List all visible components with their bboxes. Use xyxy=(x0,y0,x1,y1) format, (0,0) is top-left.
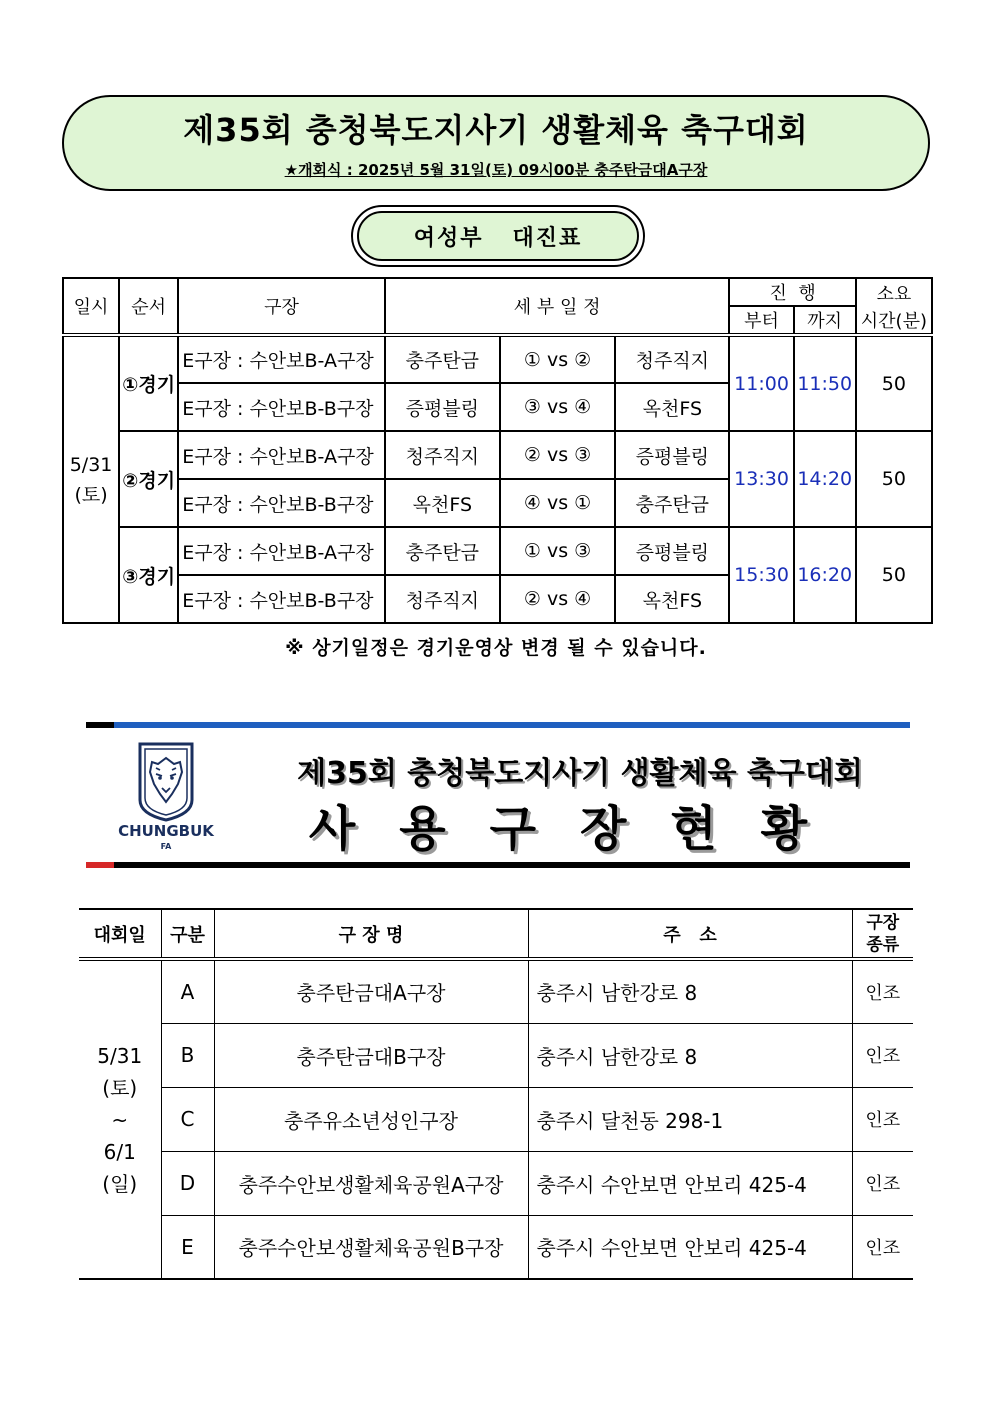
match-home: 옥천FS xyxy=(385,479,500,527)
match-venue: E구장 : 수안보B-B구장 xyxy=(178,575,384,623)
header-duration-top: 소요 xyxy=(856,278,932,306)
header-order: 순서 xyxy=(119,278,178,335)
match-pairing: ② vs ④ xyxy=(500,575,615,623)
table-row xyxy=(79,1087,913,1151)
table-row xyxy=(63,335,932,383)
venue-division: B xyxy=(161,1023,214,1087)
venue-header-address: 주 소 xyxy=(528,909,852,959)
footer-bar-red xyxy=(86,862,114,868)
venue-division: D xyxy=(161,1151,214,1215)
schedule-date xyxy=(63,335,119,623)
match-pairing: ① vs ② xyxy=(500,335,615,383)
logo-text: CHUNGBUK xyxy=(118,822,214,840)
venue-address: 충주시 남한강로 8 xyxy=(528,959,852,1023)
match-venue: E구장 : 수안보B-A구장 xyxy=(178,527,384,575)
date-line: 6/1 xyxy=(103,1139,136,1164)
table-row xyxy=(63,431,932,479)
match-home: 충주탄금 xyxy=(385,527,500,575)
header-progress: 진 행 xyxy=(729,278,855,306)
date-line: (일) xyxy=(102,1171,138,1196)
match-away: 충주탄금 xyxy=(615,479,729,527)
match-away: 옥천FS xyxy=(615,383,729,431)
schedule-table xyxy=(62,277,933,624)
match-venue: E구장 : 수안보B-B구장 xyxy=(178,383,384,431)
match-away: 옥천FS xyxy=(615,575,729,623)
date-line: ~ xyxy=(111,1107,129,1132)
venue-table xyxy=(79,908,913,1280)
date-line: (토) xyxy=(102,1075,138,1100)
header-date: 일시 xyxy=(63,278,119,335)
match-pairing: ③ vs ④ xyxy=(500,383,615,431)
header-from: 부터 xyxy=(729,306,793,335)
header-to: 까지 xyxy=(794,306,856,335)
venue-division: E xyxy=(161,1215,214,1279)
venue-type: 인조 xyxy=(852,959,913,1023)
match-home: 충주탄금 xyxy=(385,335,500,383)
table-row xyxy=(79,1215,913,1279)
match-pairing: ② vs ③ xyxy=(500,431,615,479)
venue-address: 충주시 수안보면 안보리 425-4 xyxy=(528,1215,852,1279)
header-bar-black xyxy=(86,722,114,728)
time-from: 15:30 xyxy=(729,527,793,623)
time-from: 11:00 xyxy=(729,335,793,431)
venue-address: 충주시 수안보면 안보리 425-4 xyxy=(528,1151,852,1215)
group-label: ③경기 xyxy=(119,527,178,623)
venue-header-type xyxy=(852,909,913,959)
venue-name: 충주수안보생활체육공원A구장 xyxy=(214,1151,528,1215)
section-pill xyxy=(351,205,645,267)
time-to: 16:20 xyxy=(794,527,856,623)
time-from: 13:30 xyxy=(729,431,793,527)
tournament-title: 제35회 충청북도지사기 생활체육 축구대회 xyxy=(183,111,809,149)
duration: 50 xyxy=(856,527,932,623)
venue-header-type-top: 구장 xyxy=(866,912,900,933)
venue-type: 인조 xyxy=(852,1215,913,1279)
match-home: 청주직지 xyxy=(385,431,500,479)
venue-name: 충주유소년성인구장 xyxy=(214,1087,528,1151)
date-line: 5/31 xyxy=(69,453,113,476)
venue-header-division: 구분 xyxy=(161,909,214,959)
venue-division: A xyxy=(161,959,214,1023)
venue-name: 충주탄금대A구장 xyxy=(214,959,528,1023)
date-line: 5/31 xyxy=(97,1043,143,1068)
header-venue: 구장 xyxy=(178,278,384,335)
match-away: 증평블링 xyxy=(615,431,729,479)
header-detail: 세 부 일 정 xyxy=(385,278,730,335)
duration: 50 xyxy=(856,335,932,431)
group-label: ②경기 xyxy=(119,431,178,527)
venue-type: 인조 xyxy=(852,1023,913,1087)
table-row xyxy=(79,959,913,1023)
footer-bar-black xyxy=(114,862,910,868)
match-home: 청주직지 xyxy=(385,575,500,623)
time-to: 11:50 xyxy=(794,335,856,431)
venue-header-date: 대회일 xyxy=(79,909,161,959)
venue-division: C xyxy=(161,1087,214,1151)
time-to: 14:20 xyxy=(794,431,856,527)
date-line: (토) xyxy=(74,483,108,506)
header-bar-blue xyxy=(114,722,910,728)
venue-section-title: 제35회 충청북도지사기 생활체육 축구대회 xyxy=(297,756,863,791)
match-venue: E구장 : 수안보B-A구장 xyxy=(178,335,384,383)
title-banner xyxy=(62,95,930,191)
match-venue: E구장 : 수안보B-B구장 xyxy=(178,479,384,527)
group-label: ①경기 xyxy=(119,335,178,431)
opening-ceremony-info: ★개회식 : 2025년 5월 31일(토) 09시00분 충주탄금대A구장 xyxy=(284,161,708,179)
venue-header-name: 구 장 명 xyxy=(214,909,528,959)
venue-address: 충주시 달천동 298-1 xyxy=(528,1087,852,1151)
header-duration-bottom: 시간(분) xyxy=(856,306,932,335)
venue-name: 충주탄금대B구장 xyxy=(214,1023,528,1087)
venue-date xyxy=(79,959,161,1279)
duration: 50 xyxy=(856,431,932,527)
match-pairing: ① vs ③ xyxy=(500,527,615,575)
venue-name: 충주수안보생활체육공원B구장 xyxy=(214,1215,528,1279)
section-title: 여성부 대진표 xyxy=(357,211,639,261)
match-away: 청주직지 xyxy=(615,335,729,383)
venue-address: 충주시 남한강로 8 xyxy=(528,1023,852,1087)
match-home: 증평블링 xyxy=(385,383,500,431)
match-venue: E구장 : 수안보B-A구장 xyxy=(178,431,384,479)
table-row xyxy=(63,527,932,575)
logo-sub: FA xyxy=(160,842,172,851)
schedule-notice: ※ 상기일정은 경기운영상 변경 될 수 있습니다. xyxy=(285,637,707,659)
venue-section-big-title: 사용구장현황 xyxy=(308,801,852,857)
match-pairing: ④ vs ① xyxy=(500,479,615,527)
table-row xyxy=(79,1151,913,1215)
venue-header-type-bottom: 종류 xyxy=(866,934,900,955)
match-away: 증평블링 xyxy=(615,527,729,575)
venue-type: 인조 xyxy=(852,1151,913,1215)
venue-type: 인조 xyxy=(852,1087,913,1151)
table-row xyxy=(79,1023,913,1087)
